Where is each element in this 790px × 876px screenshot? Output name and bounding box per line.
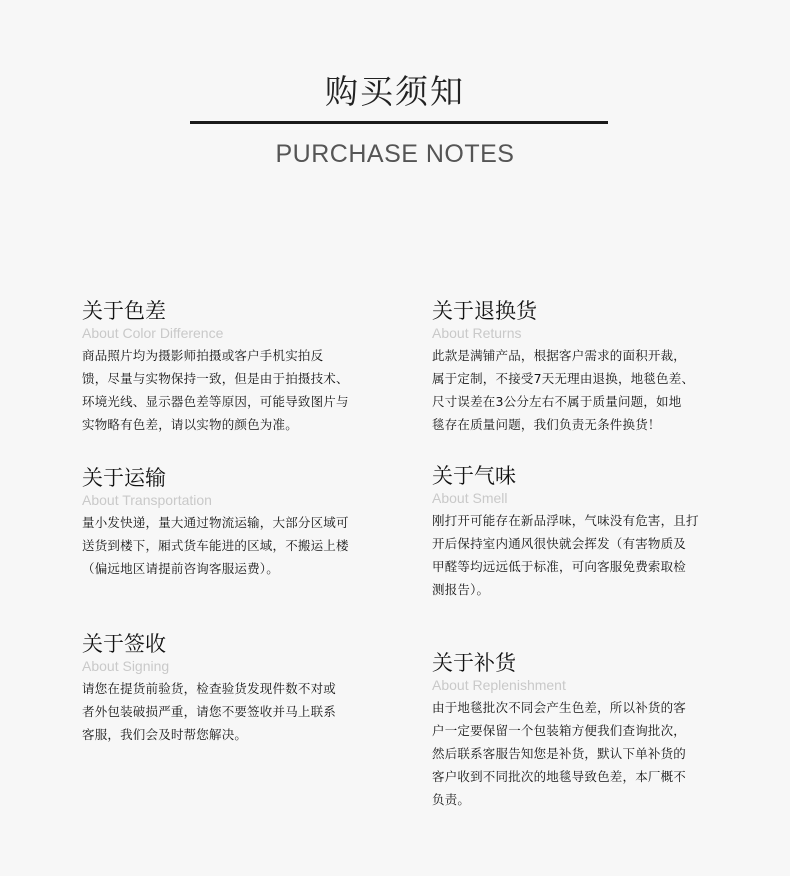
- section-signing: [82, 631, 382, 746]
- section-body: [432, 696, 732, 811]
- section-subtitle: About Color Difference: [82, 325, 224, 341]
- body-line: 属于定制，不接受7天无理由退换，地毯色差、: [432, 371, 695, 386]
- section-body: [82, 511, 382, 580]
- section-title: 关于运输: [82, 466, 166, 490]
- body-line: 请您在提货前验货，检查验货发现件数不对或: [82, 681, 337, 696]
- section-title: 关于气味: [432, 464, 516, 488]
- body-line: 尺寸误差在3公分左右不属于质量问题，如地: [432, 394, 682, 409]
- body-line: （偏远地区请提前咨询客服运费）。: [82, 561, 279, 576]
- section-title: 关于签收: [82, 632, 166, 656]
- body-line: 客户收到不同批次的地毯导致色差，本厂概不: [432, 769, 687, 784]
- body-line: 环境光线、显示器色差等原因，可能导致图片与: [82, 394, 349, 409]
- body-line: 商品照片均为摄影师拍摄或客户手机实拍反: [82, 348, 324, 363]
- body-line: 实物略有色差，请以实物的颜色为准。: [82, 417, 298, 432]
- section-title: 关于色差: [82, 299, 166, 323]
- section-subtitle: About Returns: [432, 325, 522, 341]
- body-line: 送货到楼下，厢式货车能进的区域，不搬运上楼: [82, 538, 349, 553]
- section-title: 关于退换货: [432, 299, 537, 323]
- section-body: [82, 677, 382, 746]
- page-title: 购买须知: [325, 72, 465, 111]
- section-title: 关于补货: [432, 651, 516, 675]
- section-subtitle: About Smell: [432, 490, 508, 506]
- section-body: [432, 344, 732, 436]
- body-line: 者外包装破损严重，请您不要签收并马上联系: [82, 704, 337, 719]
- body-line: 此款是满铺产品，根据客户需求的面积开裁，: [432, 348, 687, 363]
- body-line: 户一定要保留一个包装箱方便我们查询批次，: [432, 723, 687, 738]
- body-line: 由于地毯批次不同会产生色差，所以补货的客: [432, 700, 687, 715]
- section-returns: [432, 298, 732, 436]
- body-line: 刚打开可能存在新品浮味，气味没有危害，且打: [432, 513, 699, 528]
- section-subtitle: About Signing: [82, 658, 170, 674]
- body-line: 毯存在质量问题，我们负责无条件换货！: [432, 417, 661, 432]
- body-line: 然后联系客服告知您是补货，默认下单补货的: [432, 746, 687, 761]
- body-line: 负责。: [432, 792, 471, 807]
- body-line: 客服，我们会及时帮您解决。: [82, 727, 248, 742]
- section-smell: [432, 463, 732, 601]
- section-replenishment: [432, 650, 732, 811]
- section-color-difference: [82, 298, 382, 436]
- section-body: [432, 509, 732, 601]
- body-line: 测报告）。: [432, 582, 490, 597]
- section-subtitle: About Replenishment: [432, 677, 566, 693]
- section-body: [82, 344, 382, 436]
- body-line: 开后保持室内通风很快就会挥发（有害物质及: [432, 536, 687, 551]
- body-line: 馈，尽量与实物保持一致，但是由于拍摄技术、: [82, 371, 349, 386]
- title-divider: [190, 121, 608, 124]
- body-line: 量小发快递，量大通过物流运输，大部分区域可: [82, 515, 349, 530]
- page-subtitle: PURCHASE NOTES: [275, 140, 515, 168]
- body-line: 甲醛等均远远低于标准，可向客服免费索取检: [432, 559, 687, 574]
- section-subtitle: About Transportation: [82, 492, 212, 508]
- section-transportation: [82, 465, 382, 580]
